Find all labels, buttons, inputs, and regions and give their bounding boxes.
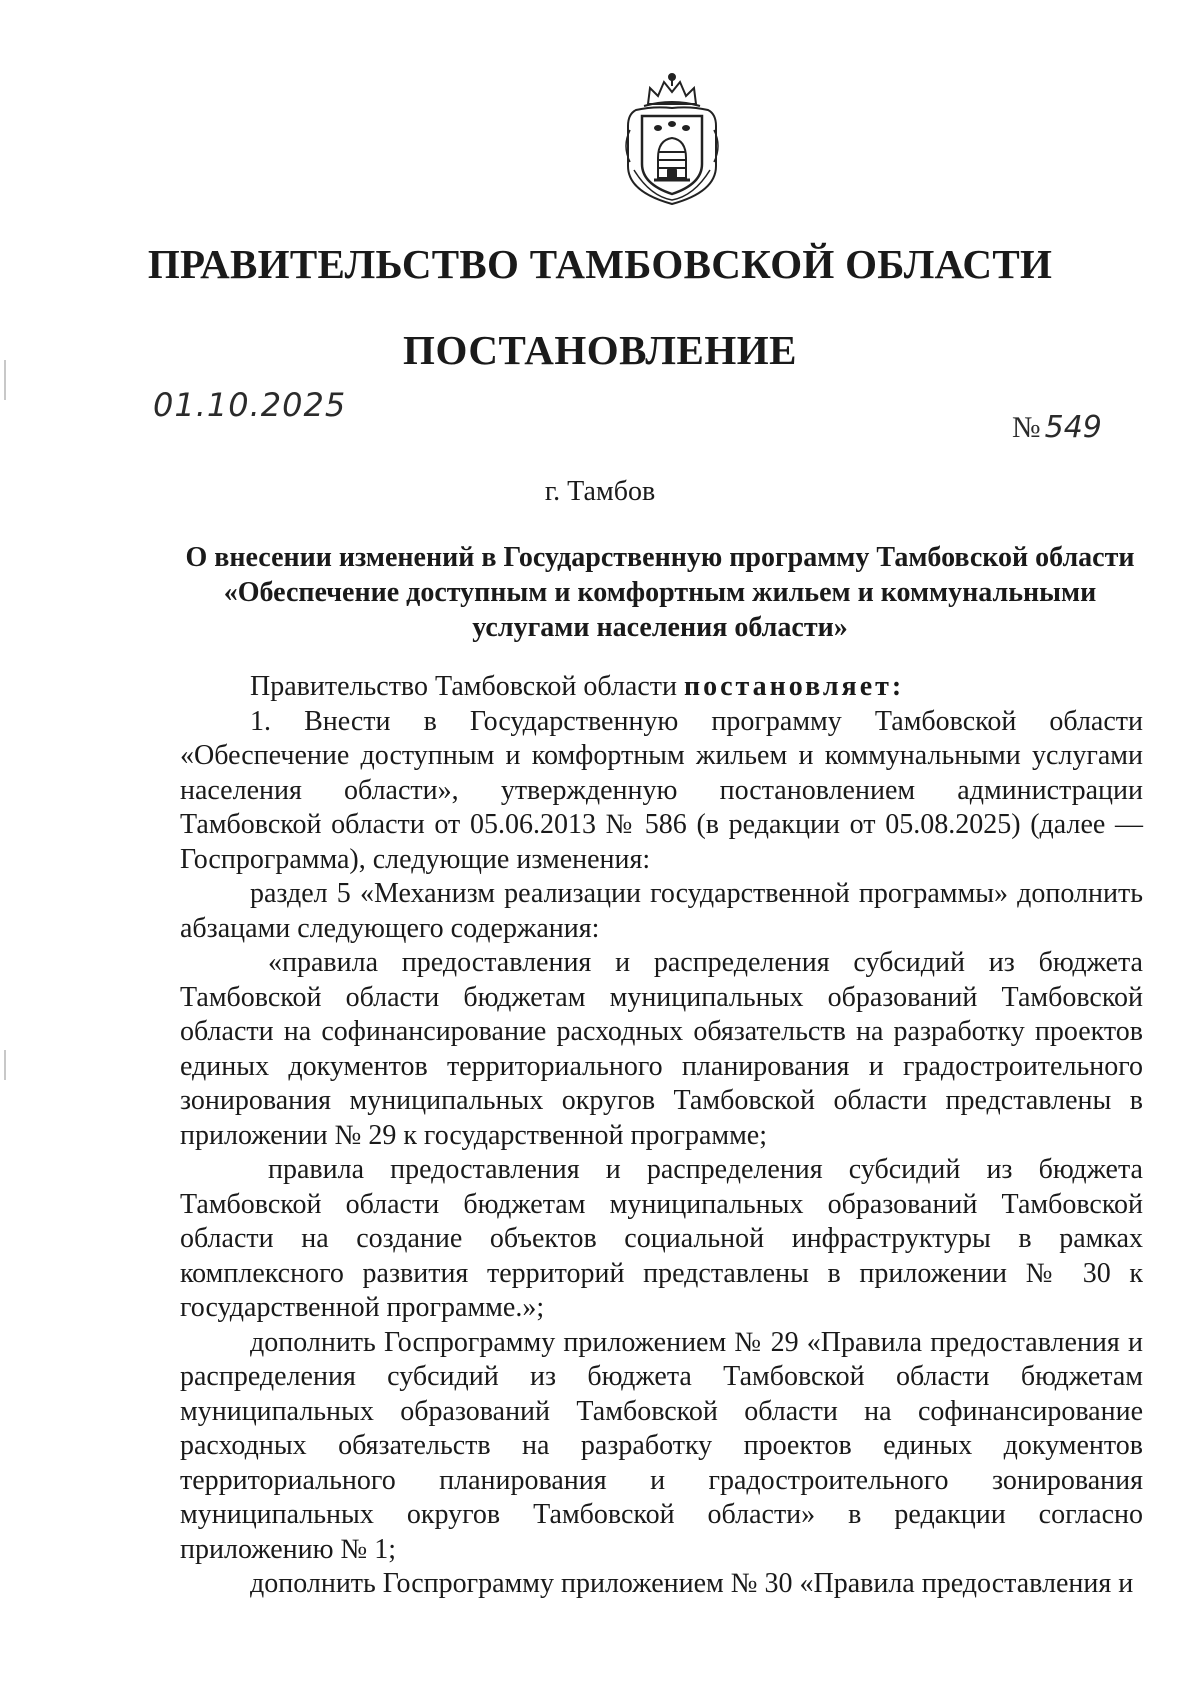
body-paragraph: 1. Внести в Государственную программу Тамбовской области «Обеспечение доступным и комфортным жильем и коммунальными услугами населения области», утвержденную постановлением администрации Тамбовской области от 05.06.2013 № 586 (в редакции от 05.08.2025) (далее — Госпрограмма), следующие изменения: (180, 705, 1143, 875)
subject-line: «Обеспечение доступным и комфортным жильем и коммунальными (223, 577, 1097, 608)
tambov-coat-of-arms-icon (620, 70, 724, 208)
document-subject (170, 540, 1150, 645)
body-paragraph: раздел 5 «Механизм реализации государственной программы» дополнить абзацами следующего содержания: (180, 878, 1143, 944)
scan-edge-mark (4, 1050, 6, 1080)
document-number (1012, 410, 1102, 445)
city: г. Тамбов (544, 476, 656, 507)
number-value: 549 (1044, 410, 1102, 445)
body-paragraph: правила предоставления и распределения субсидий из бюджета Тамбовской области бюджетам муниципальных образований Тамбовской области на создание объектов социальной инфраструктуры в рамках комплексного развития территорий представлены в приложении № 30 к государственной программе.»; (180, 1154, 1143, 1323)
document-date: 01.10.2025 (153, 386, 347, 424)
intro-verb: постановляет: (684, 671, 905, 702)
document-body (180, 670, 1143, 1602)
government-name: ПРАВИТЕЛЬСТВО ТАМБОВСКОЙ ОБЛАСТИ (147, 241, 1053, 287)
body-paragraph: дополнить Госпрограмму приложением № 29 «Правила предоставления и распределения субсидий из бюджета Тамбовской области бюджетам муниципальных образований Тамбовской области на софинансирование расходных обязательств на разработку проектов единых документов территориального планирования и градостроительного зонирования муниципальных округов Тамбовской области» в редакции согласно приложению № 1; (180, 1326, 1143, 1565)
body-paragraph: дополнить Госпрограмму приложением № 30 «Правила предоставления и (250, 1568, 1134, 1599)
intro-lead: Правительство Тамбовской области (250, 671, 677, 702)
body-paragraph: «правила предоставления и распределения субсидий из бюджета Тамбовской области бюджетам муниципальных образований Тамбовской области на софинансирование расходных обязательств на разработку проектов единых документов территориального планирования и градостроительного зонирования муниципальных округов Тамбовской области представлены в приложении № 29 к государственной программе; (180, 947, 1143, 1151)
intro-paragraph (180, 670, 1143, 705)
subject-line: услугами населения области» (472, 612, 848, 643)
document-type: ПОСТАНОВЛЕНИЕ (403, 327, 797, 373)
number-sign: № (1012, 411, 1041, 444)
subject-line: О внесении изменений в Государственную программу Тамбовской области (185, 542, 1135, 573)
